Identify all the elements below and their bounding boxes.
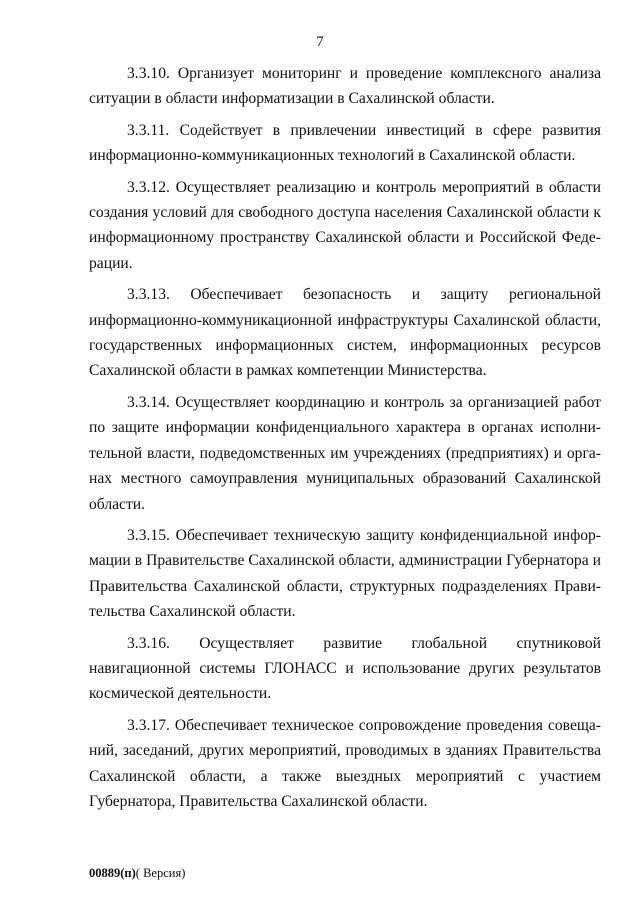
paragraph-3-3-16: 3.3.16. Осуществляет развитие глобальной спутниковой навигационной системы ГЛОНАСС и использование других результатов космической деятельности. <box>89 634 601 703</box>
paragraph-3-3-13: 3.3.13. Обеспечивает безопасность и защиту региональной информационно-коммуникационной инфраструктуры Сахалинской области, государственных информационных систем, информационных ресурсов Сахалинской области в рамках компетенции Министерства. <box>89 286 601 380</box>
paragraph-3-3-12: 3.3.12. Осуществляет реализацию и контроль мероприятий в области создания условий для свободного доступа населения Сахалинской области к информационному пространству Сахалинской области и Российской Федерации. <box>89 178 601 272</box>
document-footer <box>89 866 185 881</box>
paragraph-3-3-14: 3.3.14. Осуществляет координацию и контроль за организацией работ по защите информации конфиденциального характера в органах исполнительной власти, подведомственных им учреждениях (предприятиях) и органах местного самоуправления муниципальных образований Сахалинской области. <box>89 393 601 513</box>
document-code: 00889(п) <box>89 866 136 880</box>
paragraph-3-3-11: 3.3.11. Содействует в привлечении инвестиций в сфере развития информационно-коммуникационных технологий в Сахалинской области. <box>89 121 601 165</box>
page-number: 7 <box>316 34 324 50</box>
paragraph-3-3-17: 3.3.17. Обеспечивает техническое сопровождение проведения совещаний, заседаний, других мероприятий, проводимых в зданиях Правительства Сахалинской области, а также выездных мероприятий с участием Губернатора, Правительства Сахалинской области. <box>89 716 601 810</box>
document-version: ( Версия) <box>135 866 186 880</box>
document-body <box>89 61 601 820</box>
paragraph-3-3-10: 3.3.10. Организует мониторинг и проведение комплексного анализа ситуации в области информатизации в Сахалинской области. <box>89 65 601 108</box>
paragraph-3-3-15: 3.3.15. Обеспечивает техническую защиту конфиденциальной информации в Правительстве Сахалинской области, администрации Губернатора и Правительства Сахалинской области, структурных подразделениях Правительства Сахалинской области. <box>89 526 601 621</box>
